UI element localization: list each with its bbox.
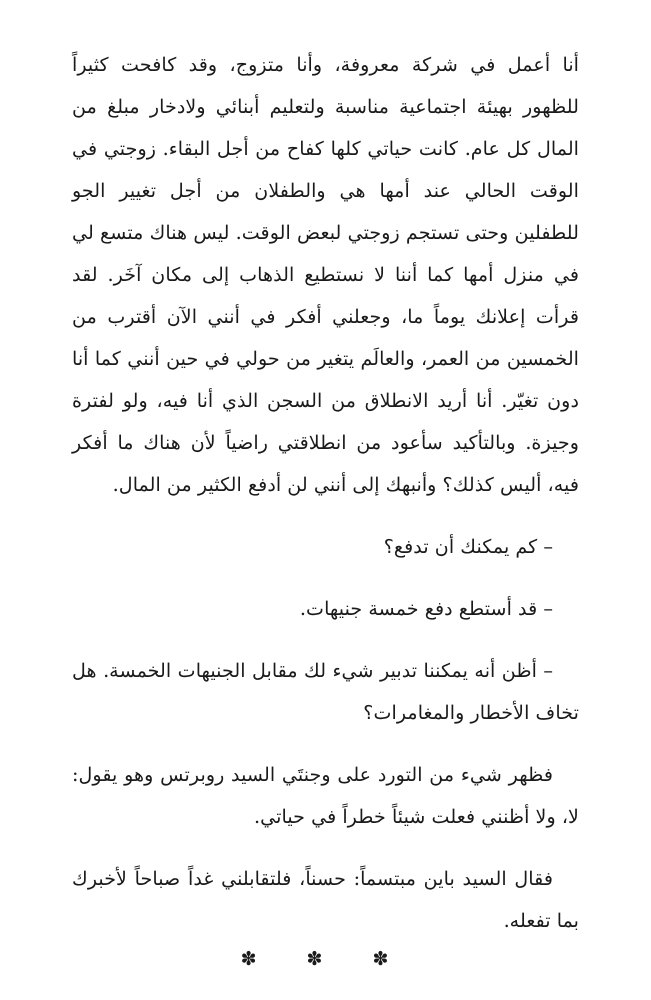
paragraph-dialogue-answer: – قد أستطع دفع خمسة جنيهات. (299, 597, 553, 620)
section-separator: ✽ ✽ ✽ (240, 948, 411, 970)
paragraph-narration-roberts: فظهر شيء من التورد على وجنتَي السيد روبرتس وهو يقول: لا، ولا أظنني فعلت شيئاً خطراً في حياتي. (72, 763, 579, 828)
paragraph-dialogue-offer: – أظن أنه يمكننا تدبير شيء لك مقابل الجنيهات الخمسة. هل تخاف الأخطار والمغامرات؟ (72, 659, 579, 724)
paragraph-dialogue-question: – كم يمكنك أن تدفع؟ (383, 535, 553, 558)
paragraph-narration-payne: فقال السيد باين مبتسماً: حسناً، فلتقابلني غداً صباحاً لأخبرك بما تفعله. (72, 867, 579, 932)
paragraph-letter: أنا أعمل في شركة معروفة، وأنا متزوج، وقد كافحت كثيراً للظهور بهيئة اجتماعية مناسبة ولتعليم أبنائي ولادخار مبلغ من المال كل عام. كانت حياتي كلها كفاح من أجل البقاء. زوجتي في الوقت الحالي عند أمها هي والطفلان من أجل تغيير الجو للطفلين وحتى تستجم زوجتي لبعض الوقت. ليس هناك متسع لي في منزل أمها كما أننا لا نستطيع الذهاب إلى مكان آخَر. لقد قرأت إعلانك يوماً ما، وجعلني أفكر في أنني الآن أقترب من الخمسين من العمر، والعالَم يتغير من حولي في حين أنني كما أنا دون تغيّر. أنا أريد الانطلاق من السجن الذي أنا فيه، ولو لفترة وجيزة. وبالتأكيد سأعود من انطلاقتي راضياً لأن هناك ما أفكر فيه، أليس كذلك؟ وأنبهك إلى أنني لن أدفع الكثير من المال. (72, 53, 579, 496)
